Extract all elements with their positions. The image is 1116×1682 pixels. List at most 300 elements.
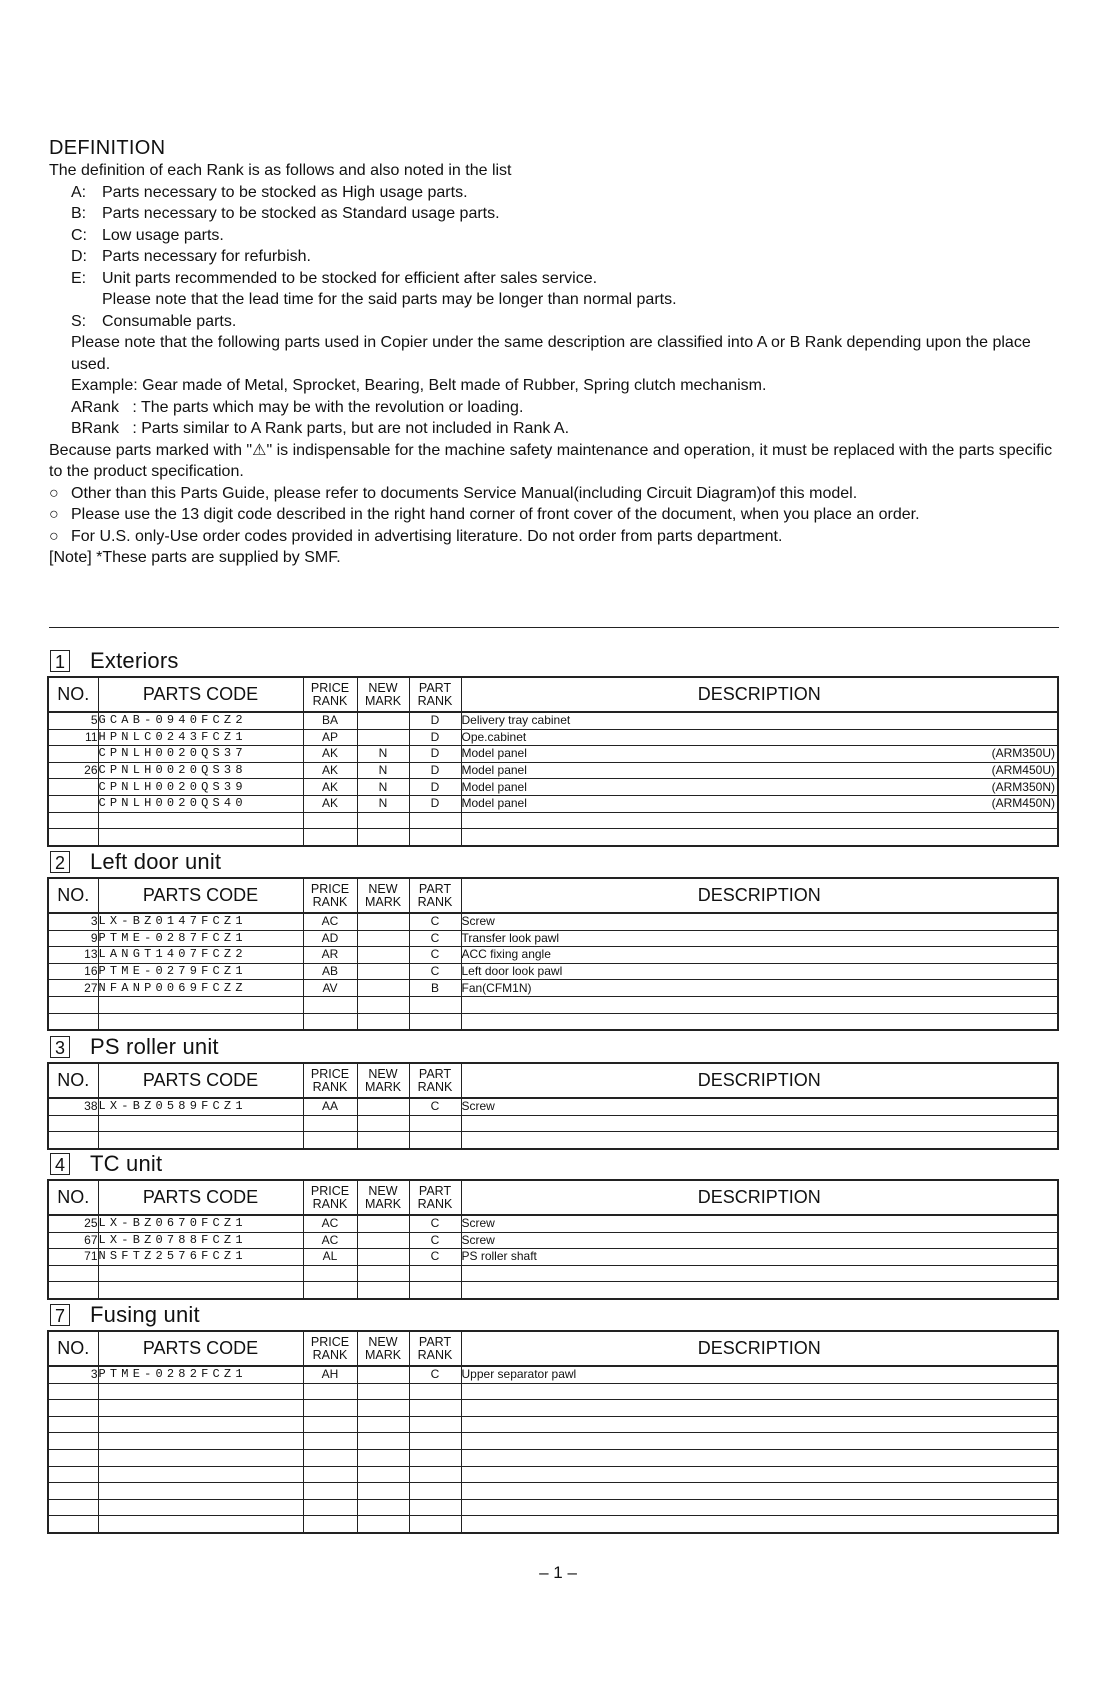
header-line: PRICE	[310, 1066, 350, 1081]
blank-cell	[357, 1516, 409, 1533]
blank-cell	[303, 1433, 357, 1450]
col-new-mark-header	[357, 1180, 409, 1215]
cell-new-mark: N	[357, 746, 409, 763]
cell-price-rank: AC	[303, 1215, 357, 1232]
table-row	[48, 762, 1058, 779]
table-row	[48, 963, 1058, 980]
header-line: PART	[418, 881, 452, 896]
cell-new-mark	[357, 729, 409, 746]
blank-cell	[461, 1499, 1058, 1516]
blank-cell	[357, 1416, 409, 1433]
section-number: 7	[50, 1304, 70, 1326]
blank-cell	[357, 1449, 409, 1466]
header-line: PRICE	[310, 881, 350, 896]
cell-no: 16	[48, 963, 98, 980]
smf-note: [Note] *These parts are supplied by SMF.	[49, 549, 341, 566]
rank-letter: D:	[71, 248, 87, 265]
blank-cell	[303, 1400, 357, 1417]
parts-section	[47, 1148, 1061, 1300]
header-line: MARK	[364, 1196, 402, 1211]
blank-cell	[461, 996, 1058, 1013]
cell-part-rank: C	[409, 1215, 461, 1232]
blank-cell	[461, 1516, 1058, 1533]
cell-no: 3	[48, 913, 98, 930]
table-row	[48, 980, 1058, 997]
table-row	[48, 729, 1058, 746]
rank-text: Parts necessary to be stocked as High usage parts.	[102, 183, 468, 201]
blank-cell	[48, 1265, 98, 1282]
col-parts-code-header: PARTS CODE	[98, 677, 303, 712]
blank-cell	[357, 1466, 409, 1483]
cell-parts-code: CPNLH0020QS39	[98, 779, 303, 796]
rank-s	[49, 311, 1059, 333]
blank-cell	[409, 1483, 461, 1500]
blank-cell	[357, 812, 409, 829]
cell-no: 3	[48, 1366, 98, 1383]
blank-cell	[357, 829, 409, 846]
blank-cell	[98, 1132, 303, 1149]
table-row	[48, 795, 1058, 812]
section-number: 4	[50, 1153, 70, 1175]
cell-new-mark	[357, 1366, 409, 1383]
section-title: PS roller unit	[90, 1033, 219, 1059]
col-new-mark-header	[357, 1063, 409, 1098]
parts-section	[47, 645, 1061, 847]
blank-cell	[48, 1466, 98, 1483]
blank-cell	[48, 1449, 98, 1466]
description-text: Model panel	[461, 779, 527, 794]
cell-no: 11	[48, 729, 98, 746]
cell-part-rank: B	[409, 980, 461, 997]
header-line: NEW	[368, 1334, 398, 1349]
section-divider	[49, 627, 1059, 628]
blank-cell	[357, 1013, 409, 1030]
cell-new-mark	[357, 1249, 409, 1266]
rank-b	[49, 203, 1059, 225]
blank-row	[48, 1433, 1058, 1450]
header-line: NEW	[368, 1183, 398, 1198]
blank-cell	[461, 1132, 1058, 1149]
blank-cell	[98, 1265, 303, 1282]
blank-cell	[48, 829, 98, 846]
blank-row	[48, 1416, 1058, 1433]
blank-row	[48, 1466, 1058, 1483]
cell-part-rank: C	[409, 1232, 461, 1249]
cell-description	[461, 963, 1058, 980]
copier-note: Please note that the following parts used in Copier under the same description are classified into A or B Rank depending upon the place used.	[71, 334, 1031, 373]
blank-cell	[461, 812, 1058, 829]
cell-price-rank: AK	[303, 779, 357, 796]
col-no-header: NO.	[48, 1180, 98, 1215]
table-header-row	[48, 1180, 1058, 1215]
description-text: Transfer look pawl	[461, 930, 560, 945]
blank-cell	[303, 1499, 357, 1516]
blank-cell	[461, 1265, 1058, 1282]
blank-cell	[409, 1115, 461, 1132]
blank-cell	[357, 1282, 409, 1299]
blank-cell	[409, 1466, 461, 1483]
rank-e	[49, 268, 1059, 290]
cell-part-rank: D	[409, 795, 461, 812]
blank-cell	[409, 996, 461, 1013]
blank-cell	[409, 1433, 461, 1450]
header-line: RANK	[312, 1347, 348, 1362]
blank-cell	[357, 1383, 409, 1400]
blank-cell	[48, 996, 98, 1013]
col-price-rank-header	[303, 1331, 357, 1366]
cell-description	[461, 712, 1058, 729]
blank-cell	[48, 1115, 98, 1132]
blank-cell	[98, 1483, 303, 1500]
header-line: RANK	[417, 693, 453, 708]
cell-no: 25	[48, 1215, 98, 1232]
section-number: 3	[50, 1036, 70, 1058]
cell-part-rank: D	[409, 762, 461, 779]
table-header-row	[48, 878, 1058, 913]
blank-cell	[48, 1499, 98, 1516]
parts-section	[47, 846, 1061, 1031]
blank-cell	[357, 1483, 409, 1500]
bullet-text: Please use the 13 digit code described in the right hand corner of front cover of the document, when you place an order.	[71, 506, 920, 523]
table-row	[48, 779, 1058, 796]
header-line: RANK	[417, 894, 453, 909]
cell-part-rank: C	[409, 1098, 461, 1115]
cell-part-rank: C	[409, 1249, 461, 1266]
col-price-rank-header	[303, 677, 357, 712]
col-part-rank-header	[409, 1063, 461, 1098]
cell-description	[461, 1215, 1058, 1232]
blank-cell	[409, 1449, 461, 1466]
cell-parts-code: CPNLH0020QS38	[98, 762, 303, 779]
header-line: MARK	[364, 1347, 402, 1362]
cell-parts-code: CPNLH0020QS40	[98, 795, 303, 812]
cell-new-mark	[357, 947, 409, 964]
model-tag: (ARM450N)	[991, 796, 1055, 811]
description-text: Model panel	[461, 763, 527, 778]
col-part-rank-header	[409, 1180, 461, 1215]
cell-new-mark	[357, 1098, 409, 1115]
blank-cell	[98, 1516, 303, 1533]
blank-cell	[357, 996, 409, 1013]
description-text: Screw	[461, 1216, 495, 1231]
cell-part-rank: C	[409, 1366, 461, 1383]
cell-price-rank: AA	[303, 1098, 357, 1115]
cell-description	[461, 1366, 1058, 1383]
col-no-header: NO.	[48, 1331, 98, 1366]
blank-cell	[303, 1115, 357, 1132]
cell-no: 27	[48, 980, 98, 997]
header-line: NEW	[368, 680, 398, 695]
rank-letter: B:	[71, 205, 87, 222]
description-text: Left door look pawl	[461, 964, 563, 979]
blank-row	[48, 1265, 1058, 1282]
rank-text: Parts necessary for refurbish.	[102, 248, 311, 265]
header-line: RANK	[417, 1196, 453, 1211]
safety-note: Because parts marked with "⚠" is indispensable for the machine safety maintenance and operation, it must be replaced with the parts specific to the product specification.	[49, 441, 1053, 480]
blank-cell	[461, 1416, 1058, 1433]
blank-cell	[98, 1466, 303, 1483]
cell-price-rank: AH	[303, 1366, 357, 1383]
description-text: Screw	[461, 1099, 495, 1114]
blank-cell	[303, 996, 357, 1013]
description-text: Ope.cabinet	[461, 729, 527, 744]
cell-price-rank: AK	[303, 795, 357, 812]
blank-cell	[98, 1383, 303, 1400]
rank-e-note: Please note that the lead time for the said parts may be longer than normal parts.	[102, 291, 677, 308]
blank-row	[48, 1383, 1058, 1400]
rank-text: Consumable parts.	[102, 312, 237, 330]
blank-row	[48, 1115, 1058, 1132]
header-line: PART	[418, 1183, 452, 1198]
section-header	[47, 1031, 1061, 1062]
cell-description	[461, 913, 1058, 930]
description-text: Delivery tray cabinet	[461, 713, 571, 728]
cell-new-mark	[357, 1215, 409, 1232]
blank-cell	[303, 1449, 357, 1466]
blank-cell	[357, 1115, 409, 1132]
blank-row	[48, 812, 1058, 829]
parts-table	[47, 1179, 1059, 1300]
blank-cell	[409, 829, 461, 846]
cell-description	[461, 947, 1058, 964]
cell-parts-code: NSFTZ2576FCZ1	[98, 1249, 303, 1266]
table-row	[48, 930, 1058, 947]
cell-part-rank: D	[409, 729, 461, 746]
cell-description	[461, 1249, 1058, 1266]
description-text: Screw	[461, 1232, 495, 1247]
rank-text: Parts necessary to be stocked as Standard usage parts.	[102, 205, 500, 222]
blank-cell	[48, 1516, 98, 1533]
blank-cell	[303, 1516, 357, 1533]
blank-cell	[409, 1400, 461, 1417]
cell-parts-code: LX-BZ0670FCZ1	[98, 1215, 303, 1232]
parts-table	[47, 1062, 1059, 1150]
col-new-mark-header	[357, 677, 409, 712]
description-text: PS roller shaft	[461, 1249, 537, 1264]
blank-cell	[303, 1383, 357, 1400]
blank-cell	[357, 1400, 409, 1417]
table-row	[48, 1215, 1058, 1232]
blank-cell	[48, 1383, 98, 1400]
model-tag: (ARM350U)	[991, 746, 1055, 761]
cell-description	[461, 1098, 1058, 1115]
cell-new-mark	[357, 930, 409, 947]
cell-new-mark	[357, 913, 409, 930]
blank-cell	[461, 1433, 1058, 1450]
b-rank-line: BRank : Parts similar to A Rank parts, but are not included in Rank A.	[71, 420, 570, 437]
blank-cell	[303, 829, 357, 846]
header-line: MARK	[364, 1079, 402, 1094]
blank-cell	[357, 1132, 409, 1149]
blank-cell	[98, 1013, 303, 1030]
cell-no: 13	[48, 947, 98, 964]
cell-part-rank: D	[409, 712, 461, 729]
model-tag: (ARM450U)	[991, 763, 1055, 778]
cell-parts-code: NFANP0069FCZZ	[98, 980, 303, 997]
rank-d	[49, 246, 1059, 268]
blank-row	[48, 829, 1058, 846]
col-price-rank-header	[303, 1180, 357, 1215]
cell-parts-code: LX-BZ0147FCZ1	[98, 913, 303, 930]
cell-description	[461, 1232, 1058, 1249]
cell-price-rank: AK	[303, 762, 357, 779]
cell-description	[461, 729, 1058, 746]
cell-part-rank: C	[409, 913, 461, 930]
col-part-rank-header	[409, 878, 461, 913]
a-rank-line: ARank : The parts which may be with the revolution or loading.	[71, 398, 524, 416]
header-line: PRICE	[310, 1183, 350, 1198]
description-text: Screw	[461, 914, 495, 929]
blank-cell	[303, 1483, 357, 1500]
blank-cell	[409, 1499, 461, 1516]
section-header	[47, 1148, 1061, 1179]
section-header	[47, 846, 1061, 877]
definition-intro: The definition of each Rank is as follows and also noted in the list	[49, 162, 512, 179]
bullet-text: For U.S. only-Use order codes provided in advertising literature. Do not order from parts department.	[71, 527, 783, 545]
parts-section	[47, 1031, 1061, 1150]
header-line: PRICE	[310, 1334, 350, 1349]
cell-new-mark	[357, 712, 409, 729]
section-header	[47, 1299, 1061, 1330]
blank-cell	[461, 1400, 1058, 1417]
blank-cell	[98, 829, 303, 846]
cell-new-mark: N	[357, 762, 409, 779]
header-line: PART	[418, 1066, 452, 1081]
blank-row	[48, 1499, 1058, 1516]
rank-text: Low usage parts.	[102, 226, 224, 244]
blank-cell	[409, 1265, 461, 1282]
blank-cell	[461, 829, 1058, 846]
blank-cell	[98, 1449, 303, 1466]
section-title: Fusing unit	[90, 1301, 200, 1327]
blank-cell	[461, 1115, 1058, 1132]
blank-cell	[48, 1013, 98, 1030]
table-row	[48, 913, 1058, 930]
col-new-mark-header	[357, 878, 409, 913]
rank-c	[49, 225, 1059, 247]
blank-cell	[409, 1282, 461, 1299]
cell-price-rank: AD	[303, 930, 357, 947]
blank-row	[48, 1282, 1058, 1299]
header-line: NEW	[368, 881, 398, 896]
cell-new-mark: N	[357, 795, 409, 812]
parts-table	[47, 877, 1059, 1031]
cell-price-rank: AC	[303, 913, 357, 930]
blank-cell	[461, 1013, 1058, 1030]
cell-price-rank: AV	[303, 980, 357, 997]
header-line: NEW	[368, 1066, 398, 1081]
cell-description	[461, 779, 1058, 796]
blank-cell	[98, 1282, 303, 1299]
blank-cell	[409, 1132, 461, 1149]
rank-letter: S:	[71, 312, 87, 330]
blank-row	[48, 1449, 1058, 1466]
cell-part-rank: C	[409, 930, 461, 947]
cell-no: 26	[48, 762, 98, 779]
rank-letter: A:	[71, 183, 87, 201]
header-line: MARK	[364, 693, 402, 708]
blank-cell	[303, 1265, 357, 1282]
header-line: PART	[418, 1334, 452, 1349]
blank-cell	[98, 812, 303, 829]
circle-bullet-icon: ○	[49, 484, 59, 502]
cell-no	[48, 746, 98, 763]
blank-cell	[98, 1433, 303, 1450]
header-line: RANK	[312, 1079, 348, 1094]
blank-cell	[409, 1516, 461, 1533]
cell-part-rank: D	[409, 746, 461, 763]
blank-cell	[303, 1013, 357, 1030]
table-row	[48, 1366, 1058, 1383]
blank-cell	[98, 996, 303, 1013]
blank-cell	[98, 1416, 303, 1433]
cell-no: 67	[48, 1232, 98, 1249]
header-line: PRICE	[310, 680, 350, 695]
cell-parts-code: HPNLC0243FCZ1	[98, 729, 303, 746]
header-line: MARK	[364, 894, 402, 909]
blank-cell	[409, 1013, 461, 1030]
blank-cell	[48, 1282, 98, 1299]
cell-price-rank: AK	[303, 746, 357, 763]
cell-no: 71	[48, 1249, 98, 1266]
cell-parts-code: LX-BZ0788FCZ1	[98, 1232, 303, 1249]
col-price-rank-header	[303, 1063, 357, 1098]
model-tag: (ARM350N)	[991, 779, 1055, 794]
header-line: RANK	[312, 693, 348, 708]
col-part-rank-header	[409, 677, 461, 712]
table-row	[48, 947, 1058, 964]
header-line: RANK	[417, 1079, 453, 1094]
section-title: Left door unit	[90, 848, 222, 874]
example-line: Example: Gear made of Metal, Sprocket, Bearing, Belt made of Rubber, Spring clutch mechanism.	[71, 377, 767, 394]
blank-row	[48, 1013, 1058, 1030]
table-row	[48, 1249, 1058, 1266]
cell-price-rank: AL	[303, 1249, 357, 1266]
parts-section	[47, 1299, 1061, 1534]
bullet-item	[49, 504, 1059, 526]
description-text: Model panel	[461, 796, 527, 811]
blank-row	[48, 1516, 1058, 1533]
section-title: TC unit	[90, 1150, 163, 1176]
cell-price-rank: BA	[303, 712, 357, 729]
rank-text: Unit parts recommended to be stocked for efficient after sales service.	[102, 269, 598, 287]
cell-part-rank: D	[409, 779, 461, 796]
header-line: PART	[418, 680, 452, 695]
blank-cell	[357, 1499, 409, 1516]
cell-parts-code: GCAB-0940FCZ2	[98, 712, 303, 729]
circle-bullet-icon: ○	[49, 506, 59, 523]
cell-description	[461, 746, 1058, 763]
col-parts-code-header: PARTS CODE	[98, 1331, 303, 1366]
cell-price-rank: AP	[303, 729, 357, 746]
rank-letter: E:	[71, 269, 87, 287]
cell-parts-code: PTME-0279FCZ1	[98, 963, 303, 980]
section-header	[47, 645, 1061, 676]
definition-block	[49, 136, 1059, 569]
table-row	[48, 1232, 1058, 1249]
col-parts-code-header: PARTS CODE	[98, 1063, 303, 1098]
blank-cell	[303, 1282, 357, 1299]
blank-cell	[98, 1400, 303, 1417]
blank-cell	[461, 1282, 1058, 1299]
cell-parts-code: CPNLH0020QS37	[98, 746, 303, 763]
cell-part-rank: C	[409, 947, 461, 964]
table-row	[48, 746, 1058, 763]
bullet-item	[49, 526, 1059, 548]
cell-price-rank: AC	[303, 1232, 357, 1249]
table-header-row	[48, 677, 1058, 712]
cell-new-mark	[357, 963, 409, 980]
